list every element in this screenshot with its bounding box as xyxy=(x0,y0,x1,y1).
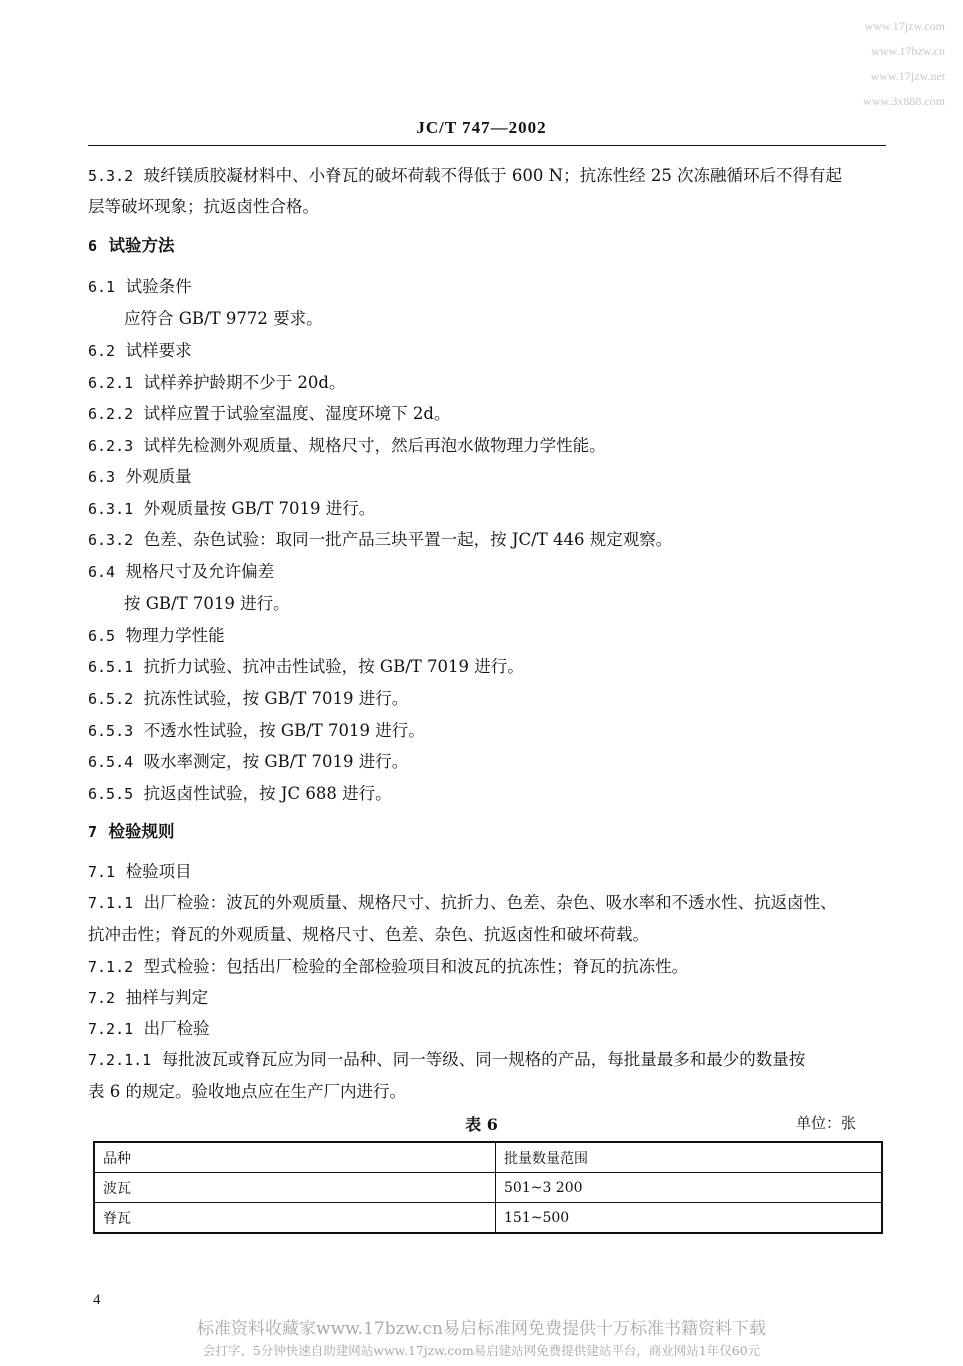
clause-line: 6.2 试样要求 xyxy=(88,341,192,360)
clause-line: 6.5.1 抗折力试验、抗冲击性试验，按 GB/T 7019 进行。 xyxy=(88,657,524,676)
table-unit: 单位：张 xyxy=(796,1114,857,1132)
clause-line: 7.2.1 出厂检验 xyxy=(88,1019,210,1038)
footer-watermark-line1: 标准资料收藏家www.17bzw.cn易启标准网免费提供十万标准书籍资料下载 xyxy=(197,1319,766,1339)
table-cell: 151~500 xyxy=(496,1203,883,1234)
table-row xyxy=(94,1173,882,1203)
clause-line: 7.2 抽样与判定 xyxy=(88,988,209,1007)
table-header-cell: 批量数量范围 xyxy=(496,1142,883,1173)
table-cell: 501~3 200 xyxy=(496,1173,883,1203)
standard-header: JC/T 747—2002 xyxy=(416,118,547,137)
clause-line: 6.1 试验条件 xyxy=(88,277,192,296)
watermark-line: www.17bzw.cn xyxy=(871,44,945,58)
clause-line: 6.5.4 吸水率测定，按 GB/T 7019 进行。 xyxy=(88,752,409,771)
clause-line: 6.3 外观质量 xyxy=(88,467,192,486)
clause-line: 5.3.2 玻纤镁质胶凝材料中、小脊瓦的破坏荷载不得低于 600 N；抗冻性经 25 次冻融循环后不得有起 xyxy=(88,166,843,185)
footer-watermark-line2: 会打字、5分钟快速自助建网站www.17jzw.com易启建站网免费提供建站平台，商业网站1年仅60元 xyxy=(202,1343,761,1358)
clause-line: 6.2.1 试样养护龄期不少于 20d。 xyxy=(88,373,346,392)
clause-line: 7.1 检验项目 xyxy=(88,862,192,881)
clause-line: 抗冲击性；脊瓦的外观质量、规格尺寸、色差、杂色、抗返卤性和破坏荷载。 xyxy=(88,925,649,944)
clause-line: 6.2.2 试样应置于试验室温度、湿度环境下 2d。 xyxy=(88,404,451,423)
table-header-row xyxy=(94,1142,882,1173)
table-title: 表 6 xyxy=(465,1115,498,1134)
page-number: 4 xyxy=(93,1292,101,1308)
clause-line: 按 GB/T 7019 进行。 xyxy=(124,594,290,613)
clause-line: 6.5.5 抗返卤性试验，按 JC 688 进行。 xyxy=(88,784,392,803)
clause-line: 6.5 物理力学性能 xyxy=(88,626,225,645)
clause-line: 6.5.3 不透水性试验，按 GB/T 7019 进行。 xyxy=(88,721,425,740)
watermark-line: www.17jzw.net xyxy=(870,69,945,83)
clause-line: 6.2.3 试样先检测外观质量、规格尺寸，然后再泡水做物理力学性能。 xyxy=(88,436,606,455)
clause-line: 7.1.2 型式检验：包括出厂检验的全部检验项目和波瓦的抗冻性；脊瓦的抗冻性。 xyxy=(88,957,689,976)
clause-line: 层等破坏现象；抗返卤性合格。 xyxy=(88,197,319,216)
clause-line: 表 6 的规定。验收地点应在生产厂内进行。 xyxy=(88,1082,406,1101)
header-rule xyxy=(88,145,886,146)
clause-line: 7.1.1 出厂检验：波瓦的外观质量、规格尺寸、抗折力、色差、杂色、吸水率和不透水性、抗返卤性、 xyxy=(88,893,837,912)
clause-line: 6.4 规格尺寸及允许偏差 xyxy=(88,562,275,581)
batch-size-table xyxy=(93,1141,883,1234)
section-heading: 7 检验规则 xyxy=(88,822,175,841)
clause-line: 应符合 GB/T 9772 要求。 xyxy=(124,309,323,328)
clause-line: 6.5.2 抗冻性试验，按 GB/T 7019 进行。 xyxy=(88,689,409,708)
table-row xyxy=(94,1203,882,1234)
watermark-urls xyxy=(805,14,945,114)
table-cell: 波瓦 xyxy=(94,1173,496,1203)
section-heading: 6 试验方法 xyxy=(88,236,175,255)
table-cell: 脊瓦 xyxy=(94,1203,496,1234)
table-header-cell: 品种 xyxy=(94,1142,496,1173)
clause-line: 7.2.1.1 每批波瓦或脊瓦应为同一品种、同一等级、同一规格的产品，每批量最多和最少的数量按 xyxy=(88,1050,806,1069)
clause-line: 6.3.2 色差、杂色试验：取同一批产品三块平置一起，按 JC/T 446 规定观察。 xyxy=(88,530,673,549)
watermark-line: www.3x888.com xyxy=(863,94,945,108)
watermark-line: www.17jzw.com xyxy=(864,19,945,33)
clause-line: 6.3.1 外观质量按 GB/T 7019 进行。 xyxy=(88,499,376,518)
